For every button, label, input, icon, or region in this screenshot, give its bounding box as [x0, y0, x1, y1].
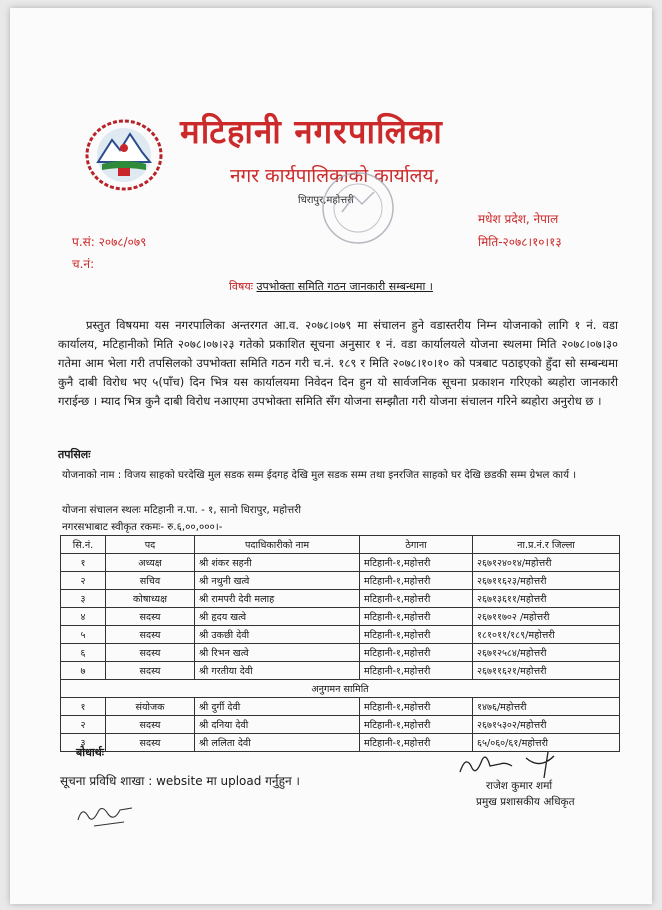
cell: सदस्य	[106, 644, 195, 662]
cell: मटिहानी-१,महोत्तरी	[360, 662, 473, 680]
col-name: पदाधिकारीको नाम	[195, 536, 360, 554]
cell: २६७११६२३/महोत्तरी	[473, 572, 620, 590]
province-label: मधेश प्रदेश, नेपाल	[478, 212, 559, 226]
cell: श्री दुर्गी देवी	[195, 698, 360, 716]
subject-text: उपभोक्ता समिति गठन जानकारी सम्बन्धमा ।	[256, 280, 433, 293]
cell: श्री दनिया देवी	[195, 716, 360, 734]
office-address: धिरापुर,महोत्तरी	[298, 195, 354, 206]
cell: संयोजक	[106, 698, 195, 716]
cell: श्री नथुनी खत्वे	[195, 572, 360, 590]
office-stamp-icon	[320, 170, 396, 246]
cc-text: सूचना प्रविधि शाखा : website मा upload गर्नुहुन ।	[60, 774, 300, 788]
cell: सचिव	[106, 572, 195, 590]
reference-number: प.सं: २०७८/०७९	[72, 235, 147, 249]
committee-table	[60, 535, 620, 752]
table-row	[61, 644, 620, 662]
col-serial: सि.नं.	[61, 536, 106, 554]
cell: ५	[61, 626, 106, 644]
cell: मटिहानी-१,महोत्तरी	[360, 626, 473, 644]
cell: सदस्य	[106, 626, 195, 644]
table-row	[61, 608, 620, 626]
monitoring-section-row	[61, 680, 620, 698]
municipality-name: मटिहानी नगरपालिका	[180, 112, 443, 151]
cell: ३	[61, 590, 106, 608]
table-row	[61, 734, 620, 752]
cell: मटिहानी-१,महोत्तरी	[360, 644, 473, 662]
cell: मटिहानी-१,महोत्तरी	[360, 590, 473, 608]
cell: सदस्य	[106, 662, 195, 680]
project-name: योजनाको नाम : विजय साहको घरदेखि मुल सडक सम्म ईदगह देखि मुल सडक सम्म तथा इनरजित साहको घर देखि छडकी सम्म ग्रेभल कार्य ।	[62, 470, 577, 481]
dispatch-number: च.नं:	[72, 257, 95, 271]
cell: मटिहानी-१,महोत्तरी	[360, 734, 473, 752]
cell: ६	[61, 644, 106, 662]
cell: २६७१२४०१४/महोत्तरी	[473, 554, 620, 572]
cell: सदस्य	[106, 716, 195, 734]
cell: १	[61, 698, 106, 716]
cell: २६७११६२१/महोत्तरी	[473, 662, 620, 680]
signatory-name: राजेश कुमार शर्मा	[486, 780, 553, 792]
office-name: नगर कार्यपालिकाको कार्यालय,	[230, 165, 440, 187]
table-row	[61, 626, 620, 644]
cell: १	[61, 554, 106, 572]
cell: श्री शंकर सहनी	[195, 554, 360, 572]
handwritten-signature-icon	[456, 750, 576, 780]
table-row	[61, 554, 620, 572]
letter-date: मिति-२०७८।१०।१३	[478, 235, 562, 249]
cell: २६७१२५८४/महोत्तरी	[473, 644, 620, 662]
cell: २	[61, 572, 106, 590]
cell: मटिहानी-१,महोत्तरी	[360, 716, 473, 734]
cell: अध्यक्ष	[106, 554, 195, 572]
cell: मटिहानी-१,महोत्तरी	[360, 698, 473, 716]
cell: ४	[61, 608, 106, 626]
cell: २६७१३६११/महोत्तरी	[473, 590, 620, 608]
cell: सदस्य	[106, 734, 195, 752]
table-row	[61, 572, 620, 590]
cell: मटिहानी-१,महोत्तरी	[360, 554, 473, 572]
cell: ३	[61, 734, 106, 752]
cell: २	[61, 716, 106, 734]
table-row	[61, 698, 620, 716]
table-row	[61, 590, 620, 608]
monitoring-section-title: अनुगमन सामिति	[61, 680, 620, 698]
cell: कोषाध्यक्ष	[106, 590, 195, 608]
col-address: ठेगाना	[360, 536, 473, 554]
cell: २६७११७०२ /महोत्तरी	[473, 608, 620, 626]
cell: २६७१५३०२/महोत्तरी	[473, 716, 620, 734]
col-position: पद	[106, 536, 195, 554]
cell: श्री उकछी देवी	[195, 626, 360, 644]
cc-label: बोधार्थः	[76, 746, 104, 759]
cell: श्री ललिता देवी	[195, 734, 360, 752]
cell: ७	[61, 662, 106, 680]
project-location: योजना संचालन स्थलः मटिहानी न.पा. - १, सानो धिरापुर, महोत्तरी	[62, 505, 302, 516]
table-header-row	[61, 536, 620, 554]
subject-prefix: विषयः	[229, 280, 253, 293]
cell: मटिहानी-१,महोत्तरी	[360, 608, 473, 626]
cell: श्री रिभन खत्वे	[195, 644, 360, 662]
details-label: तपसिलः	[58, 448, 91, 461]
cell: ६५/०६०/६१/महोत्तरी	[473, 734, 620, 752]
municipality-emblem-icon	[84, 118, 164, 192]
subject-line	[0, 279, 662, 294]
cell: श्री रामपरी देवी मलाह	[195, 590, 360, 608]
approved-amount: नगरसभाबाट स्वीकृत रकमः- रु.६,००,०००।-	[62, 522, 223, 533]
cell: मटिहानी-१,महोत्तरी	[360, 572, 473, 590]
cell: १४७६/महोत्तरी	[473, 698, 620, 716]
cell: श्री गरतीया देवी	[195, 662, 360, 680]
signatory-title: प्रमुख प्रशासकीय अधिकृत	[476, 796, 575, 808]
cell: सदस्य	[106, 608, 195, 626]
cell: १८१०११/१८९/महोत्तरी	[473, 626, 620, 644]
table-row	[61, 716, 620, 734]
table-row	[61, 662, 620, 680]
col-citizenship: ना.प्र.नं.र जिल्ला	[473, 536, 620, 554]
letter-body: प्रस्तुत विषयमा यस नगरपालिका अन्तरगत आ.व. २०७८।०७९ मा संचालन हुने वडास्तरीय निम्न योजनाको लागि १ नं. वडा कार्यालय, मटिहानीको मिति २०७८।०७।२३ गतेको प्रकाशित सूचना अनुसार १ नं. वडा कार्यालयले योजना स्थलमा मिति २०७८।०७।३० गतेमा आम भेला गरी तपसिलको उपभोक्ता समिति गठन गरी च.नं. १८९ र मिति २०७८।१०।१० को पत्रबाट पठाइएको हुँदा सो सम्बन्धमा कुनै दाबी विरोध भए ५(पाँच) दिन भित्र यस कार्यालयमा निवेदन दिन हुन यो सार्वजनिक सूचना प्रकाशन गरिएको ब्यहोरा जानकारी गराईन्छ । म्याद भित्र कुनै दाबी विरोध नआएमा उपभोक्ता समिति सँग योजना सम्झौता गरी योजना संचालन गरिने ब्यहोरा अनुरोध छ ।	[58, 318, 618, 408]
handwritten-initial-icon	[74, 800, 138, 830]
cell: श्री हृदय खत्वे	[195, 608, 360, 626]
